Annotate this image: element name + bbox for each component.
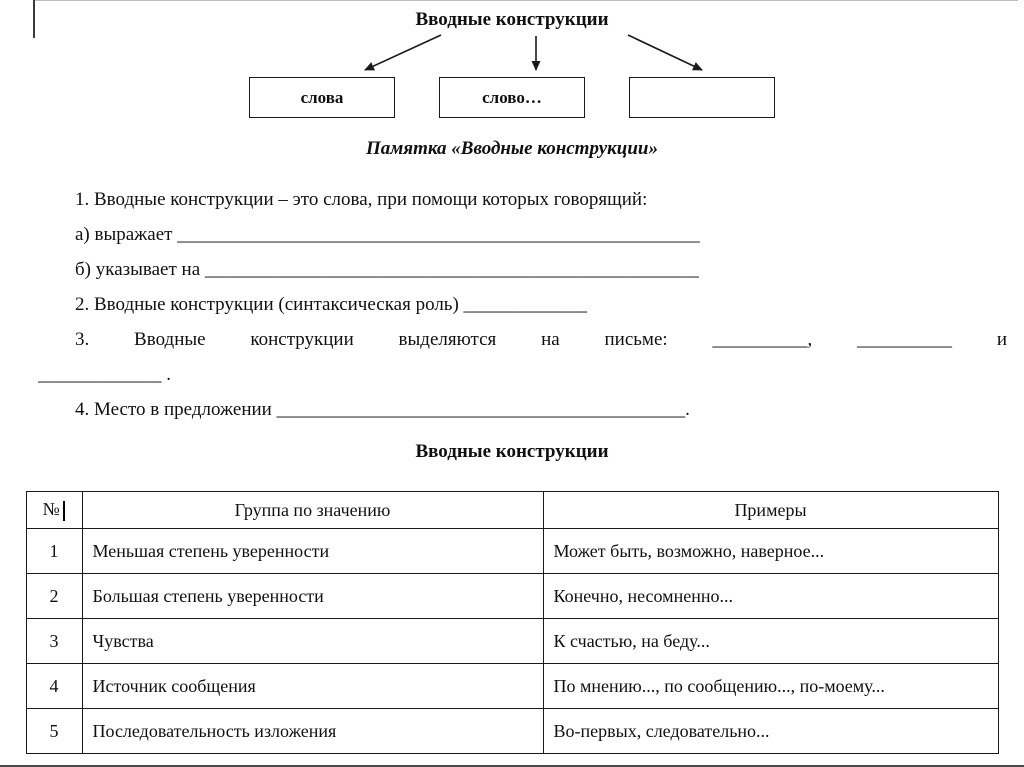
page-title: Вводные конструкции xyxy=(415,9,609,30)
memo-title: Памятка «Вводные конструкции» xyxy=(366,138,658,159)
diagram-box-slova: слова xyxy=(249,77,395,118)
arrow-down-left-icon xyxy=(365,35,441,70)
memo-line-b: б) указывает на ____________________________________________________ xyxy=(75,259,699,280)
top-border-line xyxy=(33,0,1018,1)
diagram-box-slovo: слово… xyxy=(439,77,585,118)
table-title: Вводные конструкции xyxy=(415,441,609,462)
memo-line-1: 1. Вводные конструкции – это слова, при помощи которых говорящий: xyxy=(75,189,648,210)
cell-examples: К счастью, на беду... xyxy=(543,619,998,664)
memo-line-4: 4. Место в предложении ___________________________________________. xyxy=(75,399,690,420)
cell-num: 1 xyxy=(26,529,82,574)
diagram-boxes xyxy=(0,77,1024,118)
table-header-row xyxy=(26,492,998,529)
diagram-arrows xyxy=(0,31,1024,77)
cell-examples: Во-первых, следовательно... xyxy=(543,709,998,754)
header-group: Группа по значению xyxy=(82,492,543,529)
cell-group: Меньшая степень уверенности xyxy=(82,529,543,574)
table-row xyxy=(26,619,998,664)
cell-group: Источник сообщения xyxy=(82,664,543,709)
arrow-down-right-icon xyxy=(628,35,702,70)
memo-line-a: а) выражает _______________________________________________________ xyxy=(75,224,700,245)
table-row xyxy=(26,574,998,619)
table-row xyxy=(26,529,998,574)
cell-examples: Может быть, возможно, наверное... xyxy=(543,529,998,574)
cell-num: 2 xyxy=(26,574,82,619)
cell-examples: По мнению..., по сообщению..., по-моему... xyxy=(543,664,998,709)
cell-group: Большая степень уверенности xyxy=(82,574,543,619)
cell-examples: Конечно, несомненно... xyxy=(543,574,998,619)
header-num xyxy=(26,492,82,529)
cell-num: 5 xyxy=(26,709,82,754)
table-row xyxy=(26,709,998,754)
cell-group: Чувства xyxy=(82,619,543,664)
memo-line-2: 2. Вводные конструкции (синтаксическая роль) _____________ xyxy=(75,294,588,315)
memo-line-3-continued: _____________ . xyxy=(38,364,171,385)
header-num-label: № xyxy=(42,499,60,520)
memo-line-3: 3. Вводные конструкции выделяются на письме: __________, __________ и xyxy=(75,329,1007,350)
caret-mark xyxy=(63,501,66,521)
cell-num: 4 xyxy=(26,664,82,709)
constructions-table xyxy=(26,491,999,754)
left-border-tick xyxy=(33,0,35,38)
cell-group: Последовательность изложения xyxy=(82,709,543,754)
table-row xyxy=(26,664,998,709)
cell-num: 3 xyxy=(26,619,82,664)
header-examples: Примеры xyxy=(543,492,998,529)
memo-text xyxy=(38,182,1007,427)
diagram-box-empty xyxy=(629,77,775,118)
